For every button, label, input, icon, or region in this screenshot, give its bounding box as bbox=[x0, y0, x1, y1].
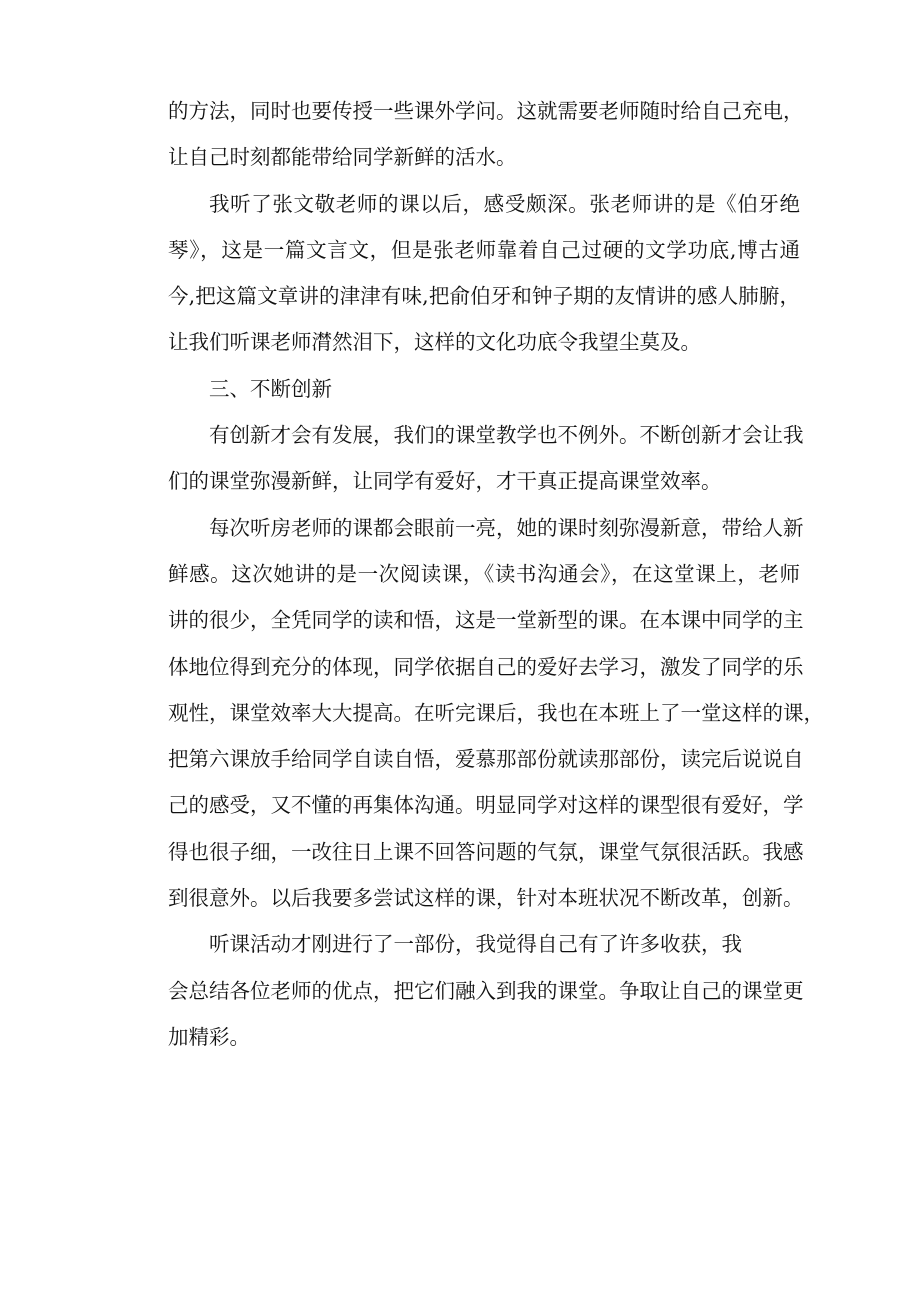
text-line: 加精彩。 bbox=[168, 1024, 250, 1049]
text-line: 我听了张文敬老师的课以后，感受颇深。张老师讲的是《伯牙绝 bbox=[209, 191, 800, 216]
text-line: 听课活动才刚进行了一部份，我觉得自己有了许多收获，我 bbox=[209, 932, 742, 957]
text-line: 有创新才会有发展，我们的课堂教学也不例外。不断创新才会让我 bbox=[209, 423, 804, 448]
text-line: 的方法，同时也要传授一些课外学问。这就需要老师随时给自己充电， bbox=[168, 99, 804, 123]
text-line: 鲜感。这次她讲的是一次阅读课，《读书沟通会》，在这堂课上，老师 bbox=[168, 561, 800, 586]
text-line: 讲的很少，全凭同学的读和悟，这是一堂新型的课。在本课中同学的主 bbox=[168, 608, 804, 633]
text-line: 己的感受，又不懂的再集体沟通。明显同学对这样的课型很有爱好，学 bbox=[168, 793, 804, 818]
text-line: 让我们听课老师潸然泪下，这样的文化功底令我望尘莫及。 bbox=[168, 330, 701, 355]
text-line: 把第六课放手给同学自读自悟，爱慕那部份就读那部份，读完后说说自 bbox=[168, 747, 804, 772]
text-line: 让自己时刻都能带给同学新鲜的活水。 bbox=[168, 145, 517, 170]
text-line: 琴》，这是一篇文言文，但是张老师靠着自己过硬的文学功底,博古通 bbox=[168, 237, 800, 262]
text-line: 到很意外。以后我要多尝试这样的课，针对本班状况不断改革，创新。 bbox=[168, 886, 804, 911]
text-line: 体地位得到充分的体现，同学依据自己的爱好去学习，激发了同学的乐 bbox=[168, 654, 804, 679]
text-line: 三、不断创新 bbox=[209, 376, 332, 401]
text-line: 会总结各位老师的优点，把它们融入到我的课堂。争取让自己的课堂更 bbox=[168, 978, 804, 1003]
text-line: 得也很子细，一改往日上课不回答问题的气氛，课堂气氛很活跃。我感 bbox=[168, 839, 804, 864]
text-line: 观性，课堂效率大大提高。在听完课后，我也在本班上了一堂这样的课， bbox=[168, 700, 824, 725]
text-line: 们的课堂弥漫新鲜，让同学有爱好，才干真正提高课堂效率。 bbox=[168, 469, 722, 494]
body-text bbox=[168, 88, 824, 1060]
text-line: 今,把这篇文章讲的津津有味,把俞伯牙和钟子期的友情讲的感人肺腑， bbox=[168, 284, 800, 309]
text-line: 每次听房老师的课都会眼前一亮，她的课时刻弥漫新意，带给人新 bbox=[209, 515, 804, 540]
